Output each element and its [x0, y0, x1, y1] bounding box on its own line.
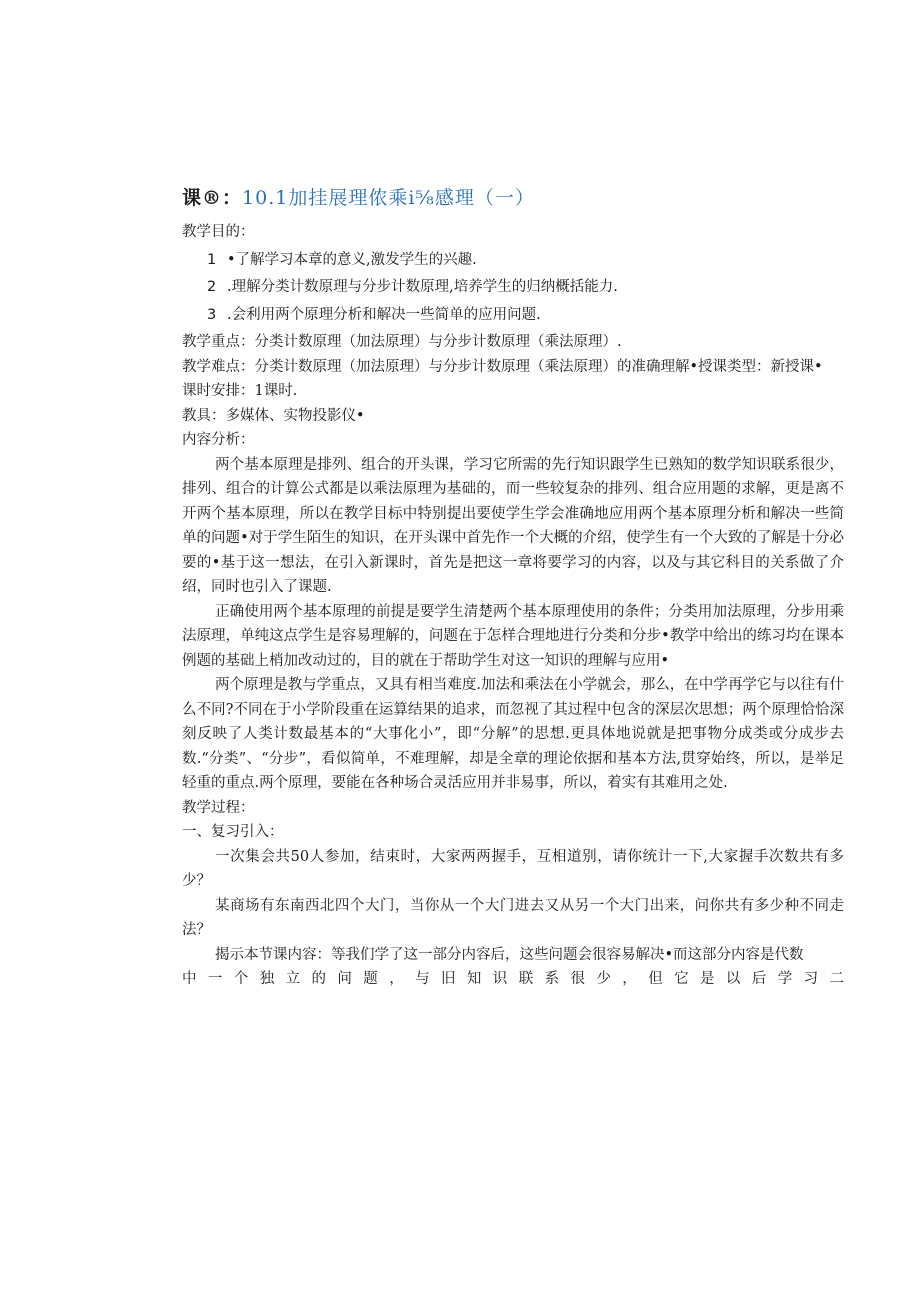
lesson-title	[182, 183, 535, 210]
analysis-paragraph: 两个基本原理是排列、组合的开头课，学习它所需的先行知识跟学生已熟知的数学知识联系很少，排列、组合的计算公式都是以乘法原理为基础的，而一些较复杂的排列、组合应用题的求解，更是离不开两个基本原理，所以在教学目标中特别提出要使学生学会准确地应用两个基本原理分析和解决一些简单的问题•对于学生陌生的知识，在开头课中首先作一个大概的介绍，使学生有一个大致的了解是十分必要的•基于这一想法，在引入新课时，首先是把这一章将要学习的内容，以及与其它科目的关系做了介绍，同时也引入了课题.	[182, 456, 844, 595]
analysis-heading: 内容分析：	[182, 432, 255, 448]
key-points: 教学重点：分类计数原理（加法原理）与分步计数原理（乘法原理）.	[182, 334, 622, 350]
reveal-paragraph-line1: 揭示本节课内容：等我们学了这一部分内容后，这些问题会很容易解决•而这部分内容是代数	[215, 946, 804, 963]
tools: 教具：多媒体、实物投影仪•	[182, 407, 365, 424]
lesson-topic: 10.1加挂展理侬乘i⅝感理（一）	[242, 187, 535, 209]
schedule: 课时安排：1课时.	[182, 383, 298, 399]
analysis-paragraph: 正确使用两个基本原理的前提是要学生清楚两个基本原理使用的条件；分类用加法原理，分步用乘法原理，单纯这点学生是容易理解的，问题在于怎样合理地进行分类和分步•教学中给出的练习均在课本例题的基础上梢加改动过的，目的就在于帮助学生对这一知识的理解与应用•	[182, 603, 844, 669]
document-body	[182, 220, 844, 992]
section-heading: 一、复习引入：	[182, 824, 284, 840]
difficulty: 教学难点：分类计数原理（加法原理）与分步计数原理（乘法原理）的准确理解•授课类型：新授课•	[182, 358, 823, 375]
objective-item: 3 .会利用两个原理分析和解决一些简单的应用问题.	[207, 306, 541, 323]
objectives-heading: 教学目的：	[182, 224, 255, 240]
lesson-label: 课®：	[182, 187, 243, 209]
analysis-paragraph: 两个原理是教与学重点，又具有相当难度.加法和乘法在小学就会，那么，在中学再学它与以往有什么不同?不同在于小学阶段重在运算结果的追求，而忽视了其过程中包含的深层次思想；两个原理恰恰深刻反映了人类计数最基本的“大事化小”，即“分解”的思想.更具体地说就是把事物分成类或分成步去数.“分类”、“分步”，看似简单，不难理解，却是全章的理论依据和基本方法,贯穿始终，所以，是举足轻重的重点.两个原理，要能在各种场合灵活应用并非易事，所以，着实有其难用之处.	[182, 677, 844, 791]
reveal-paragraph-line2: 中一个独立的问题，与旧知识联系很少，但它是以后学习二	[182, 971, 844, 987]
process-paragraph: 一次集会共50人参加，结束时，大家两两握手，互相道别，请你统计一下,大家握手次数共有多少？	[182, 848, 844, 889]
process-paragraph: 某商场有东南西北四个大门，当你从一个大门进去又从另一个大门出来，问你共有多少种不同走法？	[182, 897, 844, 938]
objective-item: 2 .理解分类计数原理与分步计数原理,培养学生的归纳概括能力.	[207, 279, 618, 295]
objective-item: 1 •了解学习本章的意义,激发学生的兴趣.	[207, 251, 477, 268]
process-heading: 教学过程：	[182, 799, 255, 816]
